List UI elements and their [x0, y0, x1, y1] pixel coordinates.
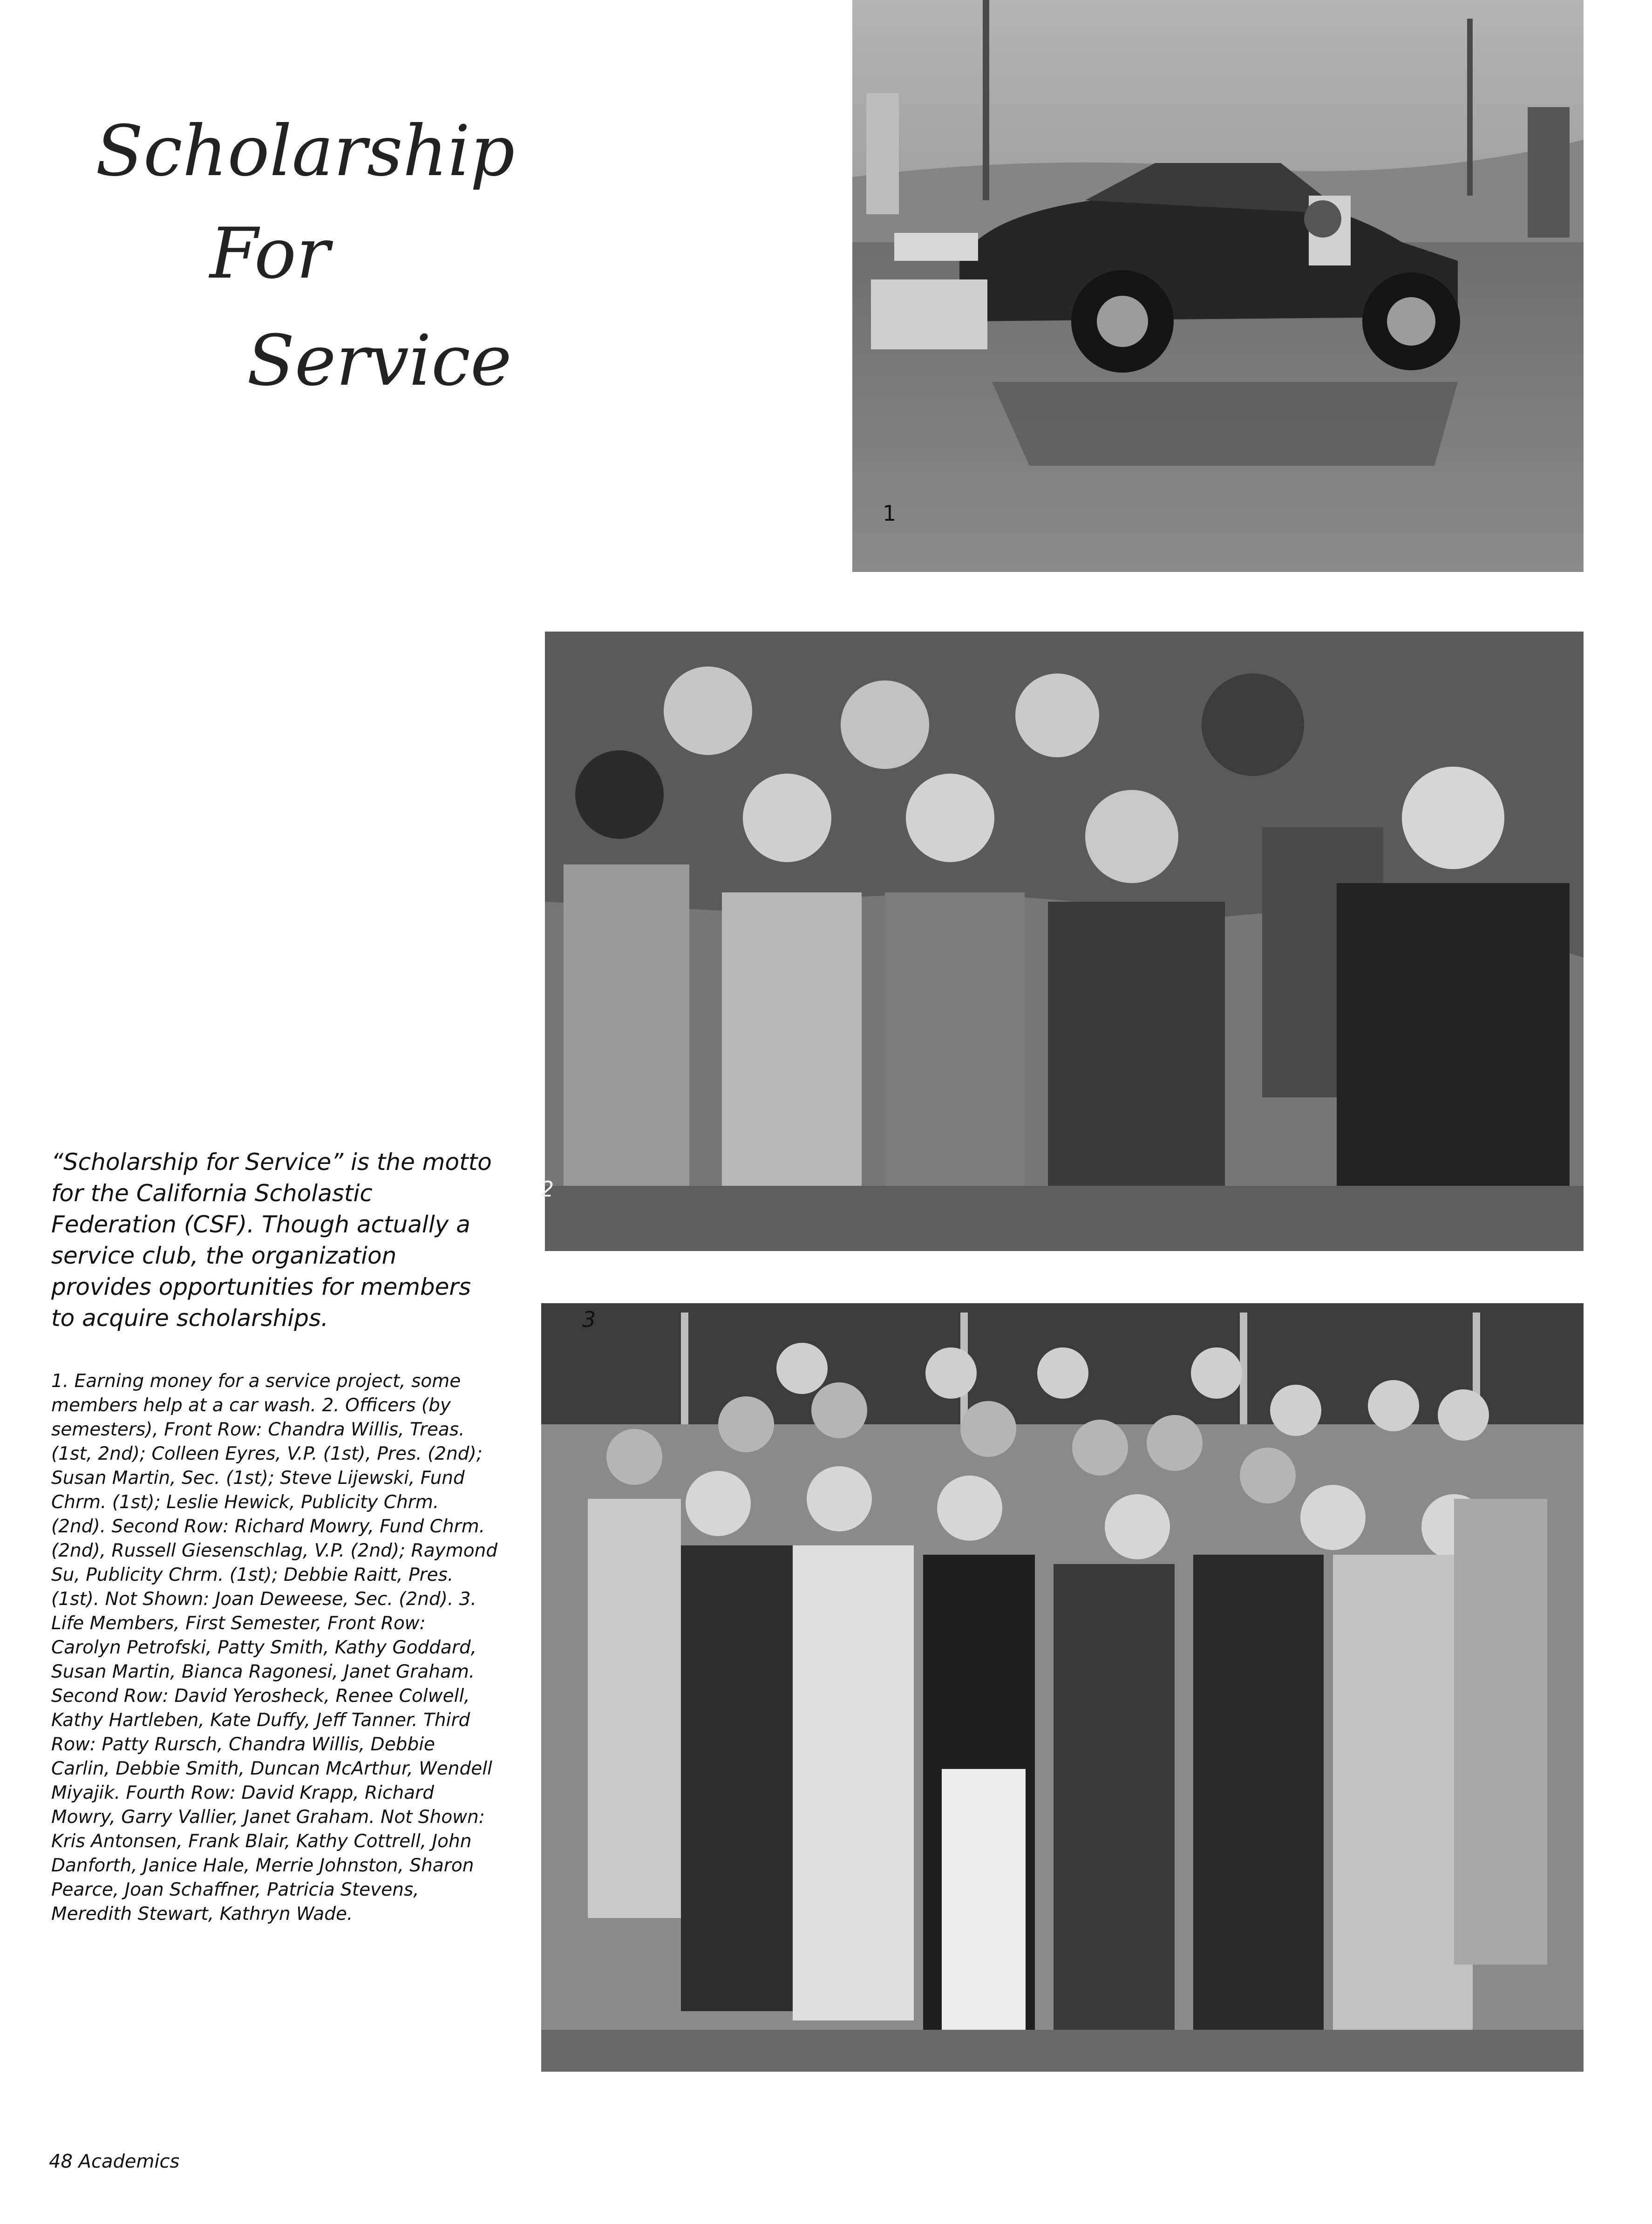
page-title-line-3: Service	[247, 320, 512, 401]
life-members-image	[541, 1303, 1584, 2072]
photo-3-number: 3	[582, 1307, 596, 1332]
page-title-line-1: Scholarship	[95, 111, 515, 192]
photo-officers	[540, 632, 1584, 1251]
photo-captions: 1. Earning money for a service project, some members help at a car wash. 2. Officers (by semesters), Front Row: Chandra Willis, Treas. (1st, 2nd); Colleen Eyres, V.P. (1st), Pres. (2nd); Susan Martin, Sec. (1st); Steve Lijewski, Fund Chrm. (1st); Leslie Hewick, Publicity Chrm. (2nd). Second Row: Richard Mowry, Fund Chrm. (2nd), Russell Giesenschlag, V.P. (2nd); Raymond Su, Publicity Chrm. (1st); Debbie Raitt, Pres. (1st). Not Shown: Joan Deweese, Sec. (2nd). 3. Life Members, First Semester, Front Row: Carolyn Petrofski, Patty Smith, Kathy Goddard, Susan Martin, Bianca Ragonesi, Janet Graham. Second Row: David Yerosheck, Renee Colwell, Kathy Hartleben, Kate Duffy, Jeff Tanner. Third Row: Patty Rursch, Chandra Willis, Debbie Carlin, Debbie Smith, Duncan McArthur, Wendell Miyajik. Fourth Row: David Krapp, Richard Mowry, Garry Vallier, Janet Graham. Not Shown: Kris Antonsen, Frank Blair, Kathy Cottrell, John Danforth, Janice Hale, Merrie Johnston, Sharon Pearce, Joan Schaffner, Patricia Stevens, Meredith Stewart, Kathryn Wade.	[51, 1371, 498, 1925]
intro-paragraph: “Scholarship for Service” is the motto for the California Scholastic Federation (CSF). Though actually a service club, the organization provides opportunities for members to acquire scholarships.	[51, 1149, 492, 1332]
page-title-line-2: For	[210, 213, 330, 294]
officers-image	[545, 632, 1584, 1251]
page-folio: 48 Academics	[49, 2151, 180, 2172]
photo-1-number: 1	[883, 501, 897, 526]
photo-car-wash	[852, 0, 1584, 572]
photo-2-number: 2	[540, 1177, 554, 1202]
car-wash-image	[852, 0, 1584, 572]
photo-life-members	[541, 1303, 1584, 2072]
